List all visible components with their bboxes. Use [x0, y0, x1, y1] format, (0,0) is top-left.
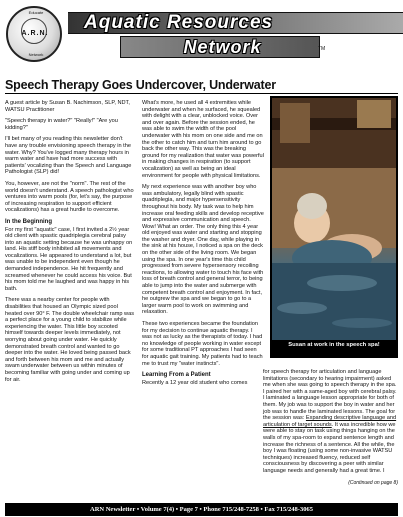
spa-therapy-photo — [272, 98, 396, 340]
article-column-2 — [142, 100, 264, 391]
trademark: TM — [318, 46, 326, 52]
article-headline: Speech Therapy Goes Undercover, Underwater — [5, 78, 276, 92]
article-column-1 — [5, 100, 136, 388]
subheading: Learning From a Patient — [142, 372, 211, 379]
photo-caption: Susan at work in the speech spa! — [288, 342, 380, 348]
article-column-3 — [263, 369, 398, 486]
paragraph: There was a nearby center for people with disabilities that housed an Olympic sized pool heated over 90° F. The double wheelchair ramp was a perfect place for a young child to stabilize while experiencing the water. This little boy scooted himself towards deeper levels immediately, not worrying about going under water. He quickly demonstrated breath control and wanted to go deeper into the water. He loved being passed back and forth between his mom and me and actually swam underwater between us within minutes of becoming familiar with going under and coming up for air. — [5, 297, 134, 383]
paragraph: I'll bet many of you reading this newsletter don't have any trouble envisioning speech therapy in the water. Why? You've logged many therapy hours in warm water and have had more success with patients' vocalizing than the Speech and Language Pathologist (SLP) did! — [5, 136, 132, 176]
paragraph: For my first "aquatic" case, I first invited a 2½ year old client with spastic quadriplegia cerebral palsy into an aquatic setting because he was unhappy on land. His stiff body inhibited all movements and vocalizations. He appeared to understand a lot, but was unable to be independent even though he demanded independence. He hit frequently and screamed whenever he could access his voice. But his mom told me he laughed and was happy in his bath. — [5, 226, 133, 292]
continued-note: (Continued on page 8) — [348, 479, 398, 486]
paragraph: These two experiences became the foundation for my decision to continue aquatic therapy. I was not as lucky as the therapists of today. I had no knowledge of people working in water except for some traditional PT approaches I had seen for aquatic gait training. My patients had to teach me to trust my "water instincts". — [142, 321, 263, 367]
newsletter-title-line1: Aquatic Resources — [84, 12, 274, 33]
lesson-goal: Expanding descriptive language and articulation of target sounds — [263, 415, 397, 428]
headline-rule — [5, 93, 398, 94]
paragraph: My next experience was with another boy who was ambulatory, legally blind with spastic quadriplegia, and major hypersensitivity throughout his body. My task was to help him increase oral feeding skills and develop receptive and expressive communication and speech. Wow! What an order. The only thing this 4 year old enjoyed was water and starting and stopping the washer and dryer. One day, while playing in the sink at his house, I noticed a spa on the deck on the other side of the living room. We began using the spa. In one year's time this child progressed from severe hypersensory recoiling reactions, to allowing water to touch his face with loss of breath control and general terror, to being able to jump into the water and submerge with competent breath control and enjoyment. In fact, he outgrew the spa and we began to go to a larger warm pool to work on swimming and relaxation. — [142, 184, 264, 316]
photo-illustration — [272, 98, 396, 340]
logo-text: A.R.N. — [21, 30, 49, 37]
arn-logo — [6, 6, 62, 62]
logo-small-top-text: Educate — [28, 10, 44, 15]
page-footer: ARN Newsletter • Volume 7(4) • Page 7 • Phone 715/248-7258 • Fax 715/248-3065 — [5, 503, 398, 516]
paragraph-text: . It was incredible how we were able to stay on task using things hanging on the walls of my spa-room to expand sentence length and increase the richness of a sentence. All the while, the boy I was floating (using some non-invasive WATSU techniques) increased fluency, reduced self consciousness by discovering a peer with similar language needs and generally had a great time. I — [263, 421, 396, 474]
subheading: In the Beginning — [5, 218, 52, 225]
paragraph: Recently a 12 year old student who comes — [142, 379, 248, 386]
paragraph: You, however, are not the "norm". The rest of the world doesn't understand. A speech pathologist who ventures into warm pools (for, let's say, the purpose of increasing respiration to support efficient vocalizations) has a great hurdle to overcome. — [5, 180, 134, 214]
paragraph-text: for speech therapy for articulation and language limitations (secondary to hearing impairment) asked me when she was going to speech therapy in the spa. I paired her with a same-aged boy with cerebral palsy. I laminated a language lesson appropriate for both of them. My job was to support the boy in water and her job was to handle the laminated lessons. The goal for the session was: — [263, 369, 397, 422]
paragraph: What's more, he used all 4 extremities while underwater and when he surfaced, he squealed with delight with a clear, unblocked voice. Over and over again. Before the session ended, he was able to swim the width of the pool underwater with his mom on one side and me on the other to catch him and turn him around to go back the other way. This was the breaking ground for my realization that water was powerful in making changes in respiration (to support vocalization) as well as being an ideal environment for people with physical limitations. — [142, 100, 264, 179]
newsletter-title-line2: Network — [183, 37, 262, 57]
byline: A guest article by Susan B. Nachimson, SLP, NDT, WATSU Practitioner — [5, 100, 130, 113]
paragraph: "Speech therapy in water?" "Really!" "Are you kidding?" — [5, 118, 118, 131]
paragraph — [263, 369, 398, 475]
masthead — [0, 0, 403, 66]
logo-small-bottom-text: Network — [28, 52, 44, 57]
